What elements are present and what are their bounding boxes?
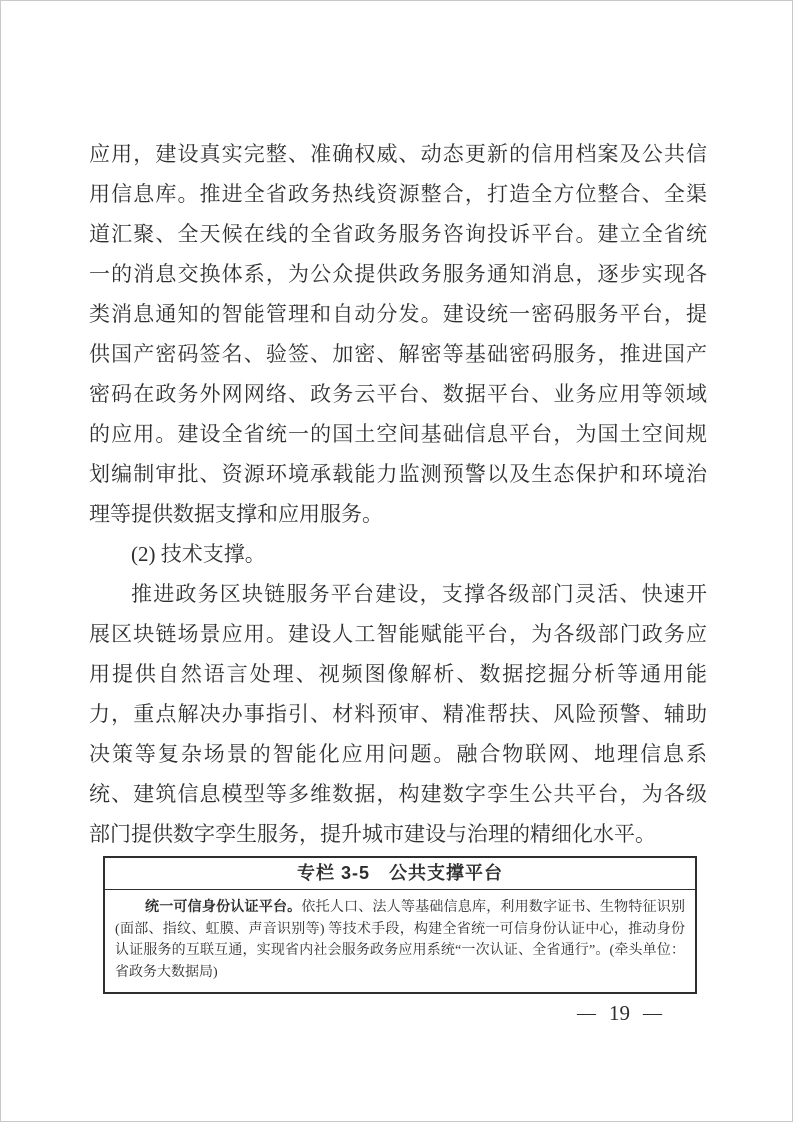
body-text-line: 划编制审批、资源环境承载能力监测预警以及生态保护和环境治	[89, 462, 707, 486]
column-panel-3-5	[103, 856, 697, 994]
body-text-line: 的应用。建设全省统一的国土空间基础信息平台，为国土空间规	[89, 422, 707, 446]
page-number-value: 19	[609, 1001, 630, 1025]
section-heading: (2) 技术支撑。	[131, 542, 266, 566]
body-text-line: 密码在政务外网网络、政务云平台、数据平台、业务应用等领域	[89, 382, 707, 406]
body-text-line: 供国产密码签名、验签、加密、解密等基础密码服务，推进国产	[89, 342, 707, 366]
panel-text-line: 省政务大数据局)	[115, 964, 218, 980]
panel-text-line: (面部、指纹、虹膜、声音识别等) 等技术手段，构建全省统一可信身份认证中心，推动身份	[115, 921, 685, 937]
body-text-line: 部门提供数字孪生服务，提升城市建设与治理的精细化水平。	[89, 822, 656, 846]
page-number-dash-left: —	[577, 1002, 596, 1024]
page-body-text	[89, 134, 707, 854]
panel-text-line	[115, 897, 685, 919]
body-text-line: 道汇聚、全天候在线的全省政务服务咨询投诉平台。建立全省统	[89, 222, 707, 246]
body-text-line: 理等提供数据支撑和应用服务。	[89, 502, 383, 526]
body-text-line: 一的消息交换体系，为公众提供政务服务通知消息，逐步实现各	[89, 262, 707, 286]
page-number	[577, 1001, 662, 1026]
body-text-line: 用提供自然语言处理、视频图像解析、数据挖掘分析等通用能	[89, 662, 707, 686]
body-text-line: 应用，建设真实完整、准确权威、动态更新的信用档案及公共信	[89, 142, 707, 166]
page-number-dash-right: —	[643, 1002, 662, 1024]
body-text-line: 展区块链场景应用。建设人工智能赋能平台，为各级部门政务应	[89, 622, 707, 646]
body-text-line: 用信息库。推进全省政务热线资源整合，打造全方位整合、全渠	[89, 182, 707, 206]
body-text-line: 推进政务区块链服务平台建设，支撑各级部门灵活、快速开	[131, 582, 707, 606]
panel-body	[105, 890, 695, 992]
body-text-line: 力，重点解决办事指引、材料预审、精准帮扶、风险预警、辅助	[89, 702, 707, 726]
panel-text-line: 认证服务的互联互通，实现省内社会服务政务应用系统“一次认证、全省通行”。(牵头单位：	[115, 943, 685, 958]
panel-lead-term: 统一可信身份认证平台。	[145, 900, 302, 915]
panel-title: 专栏 3-5 公共支撑平台	[105, 858, 695, 890]
panel-text-segment: 依托人口、法人等基础信息库，利用数字证书、生物特征识别	[301, 900, 685, 915]
body-text-line: 决策等复杂场景的智能化应用问题。融合物联网、地理信息系	[89, 742, 707, 766]
body-text-line: 类消息通知的智能管理和自动分发。建设统一密码服务平台，提	[89, 302, 707, 326]
body-text-line: 统、建筑信息模型等多维数据，构建数字孪生公共平台，为各级	[89, 782, 707, 806]
